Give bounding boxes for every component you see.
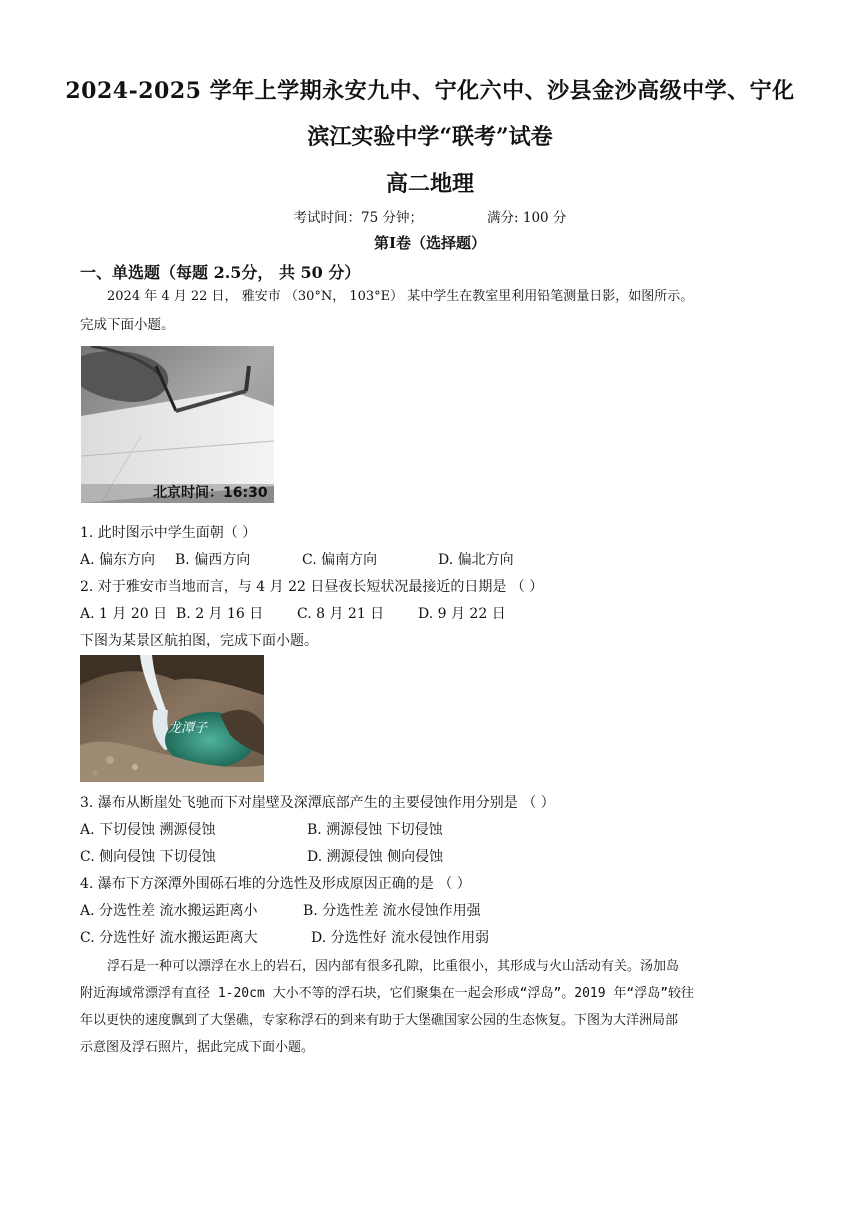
question-4-options-row2 [80,927,780,947]
passage1-line1: 2024 年 4 月 22 日， 雅安市 （30°N， 103°E） 某中学生在教室里利用铅笔测量日影，如图所示。 [107,289,694,304]
passage1-text [80,283,790,310]
exam-info [0,206,860,226]
waterfall-aerial-photo [80,655,264,782]
exam-title-line1: 2024-2025 学年上学期永安九中、宁化六中、沙县金沙高级中学、宁化 [65,78,795,104]
section-heading: 一、单选题（每题 2.5分， 共 50 分） [80,263,361,282]
passage3-line3: 年以更快的速度飘到了大堡礁，专家称浮石的到来有助于大堡礁国家公园的生态恢复。下图为大洋洲局部 [80,1013,679,1028]
q4-option-a: A. 分选性差 流水搬运距离小 [80,903,258,919]
passage3-line4: 示意图及浮石照片，据此完成下面小题。 [80,1040,315,1055]
q4-option-b: B. 分选性差 流水侵蚀作用强 [303,903,481,919]
question-3-options-row2 [80,846,780,866]
question-2-stem: 2. 对于雅安市当地而言，与 4 月 22 日昼夜长短状况最接近的日期是 （ ） [80,579,544,595]
q3-option-d: D. 溯源侵蚀 侧向侵蚀 [307,849,444,865]
question-4-options-row1 [80,900,780,920]
exam-title-line2: 滨江实验中学“联考”试卷 [307,124,553,150]
passage2-text: 下图为某景区航拍图，完成下面小题。 [80,633,318,649]
part-heading: 第Ⅰ卷（选择题） [373,234,487,252]
question-4-stem: 4. 瀑布下方深潭外围砾石堆的分选性及形成原因正确的是 （ ） [80,876,471,892]
q4-option-d: D. 分选性好 流水侵蚀作用弱 [311,930,490,946]
passage3-line2: 附近海域常漂浮有直径 1-20cm 大小不等的浮石块，它们聚集在一起会形成“浮岛”。2019 年“浮岛”较往 [80,986,695,1001]
q4-option-c: C. 分选性好 流水搬运距离大 [80,930,258,946]
pencil-shadow-photo [81,346,274,503]
passage1-line2: 完成下面小题。 [80,317,175,333]
q1-option-a: A. 偏东方向 [80,552,156,568]
question-3-options-row1 [80,819,780,839]
question-1-options [80,549,780,569]
q1-option-b: B. 偏西方向 [175,552,251,568]
q2-option-b: B. 2 月 16 日 [176,606,264,622]
passage3-line1: 浮石是一种可以漂浮在水上的岩石，因内部有很多孔隙，比重很小，其形成与火山活动有关。汤加岛 [107,959,680,974]
subject-title: 高二地理 [385,171,474,197]
photo-label: 龙潭子 [168,721,208,736]
q3-option-a: A. 下切侵蚀 溯源侵蚀 [80,822,216,838]
q1-option-c: C. 偏南方向 [302,552,378,568]
full-score: 满分: 100 分 [487,210,567,226]
pencil-shadow-image [81,346,274,503]
exam-time: 考试时间：75 分钟； [293,210,424,226]
q2-option-c: C. 8 月 21 日 [297,606,385,622]
q1-option-d: D. 偏北方向 [438,552,514,568]
q3-option-c: C. 侧向侵蚀 下切侵蚀 [80,849,216,865]
question-1-stem: 1. 此时图示中学生面朝（ ） [80,525,257,541]
question-3-stem: 3. 瀑布从断崖处飞驰而下对崖壁及深潭底部产生的主要侵蚀作用分别是 （ ） [80,795,555,811]
q2-option-a: A. 1 月 20 日 [80,606,168,622]
q2-option-d: D. 9 月 22 日 [418,606,506,622]
question-2-options [80,603,780,623]
q3-option-b: B. 溯源侵蚀 下切侵蚀 [307,822,443,838]
photo-timestamp: 北京时间：16:30 [153,485,268,501]
passage3-text [80,953,785,1061]
